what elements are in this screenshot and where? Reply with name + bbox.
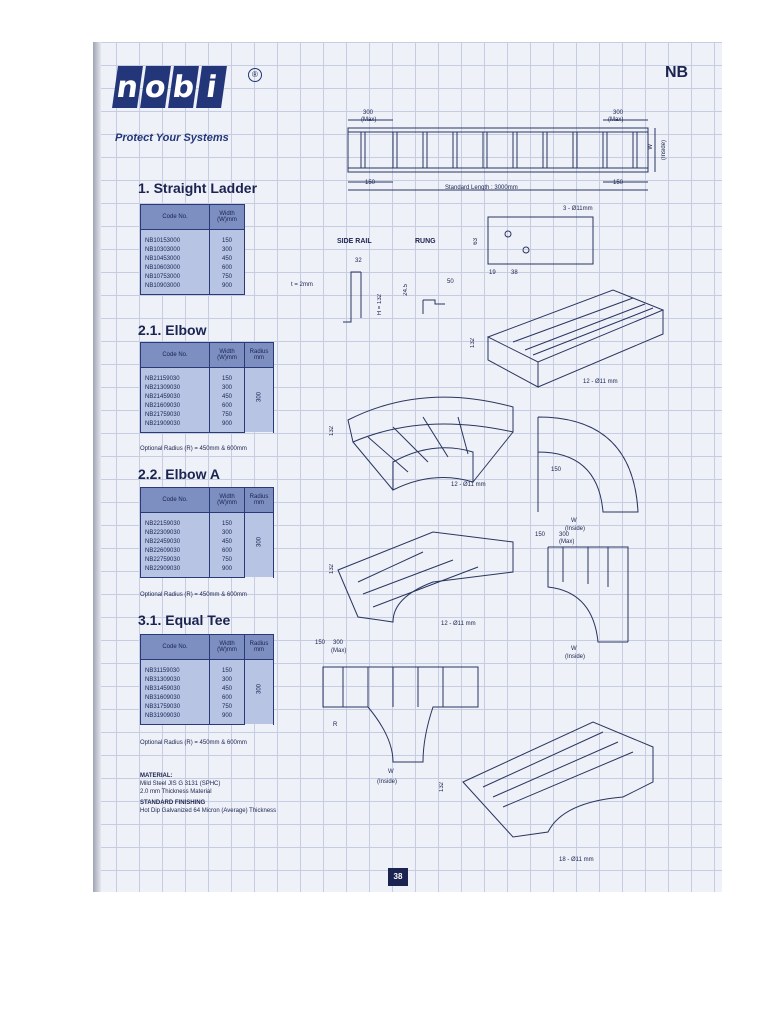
finish-heading: STANDARD FINISHING [140, 800, 206, 806]
dim-label: 150 [365, 180, 376, 186]
dim-label: (Max) [608, 117, 624, 123]
dim-label: 132 [439, 782, 445, 793]
finish-line: Hot Dip Galvanized 64 Micron (Average) Thickness [140, 808, 277, 814]
dim-label: 150 [535, 532, 546, 538]
hole-label: 18 - Ø11 mm [559, 857, 594, 863]
width-cell: 600 [210, 693, 245, 702]
dim-label: 19 [489, 270, 496, 276]
logo-letter: n [112, 66, 143, 108]
table-header: Radius mm [245, 488, 274, 513]
code-cell: NB10153000 [141, 230, 210, 246]
logo-letter: o [140, 66, 171, 108]
section-title-elbow: 2.1. Elbow [138, 322, 207, 338]
width-cell: 300 [210, 245, 245, 254]
width-cell: 600 [210, 263, 245, 272]
section-title-equal-tee: 3.1. Equal Tee [138, 612, 231, 628]
dim-label: (Inside) [565, 654, 586, 660]
table-header: Width (W)mm [210, 635, 245, 660]
dim-label: 300 [363, 110, 374, 116]
straight-ladder-isometric-drawing [488, 290, 663, 387]
width-cell: 900 [210, 281, 245, 295]
width-cell: 750 [210, 410, 245, 419]
width-cell: 150 [210, 660, 245, 676]
dim-label: W [648, 144, 654, 150]
code-cell: NB31309030 [141, 675, 210, 684]
width-cell: 300 [210, 528, 245, 537]
table-header: Code No. [141, 635, 210, 660]
dim-label: 150 [613, 180, 624, 186]
code-cell: NB10603000 [141, 263, 210, 272]
table-header: Code No. [141, 343, 210, 368]
radius-label: R [333, 722, 338, 728]
width-cell: 900 [210, 564, 245, 578]
dim-label: 300 [333, 640, 344, 646]
code-cell: NB22609030 [141, 546, 210, 555]
equal-tee-isometric-drawing [463, 722, 653, 837]
code-cell: NB22759030 [141, 555, 210, 564]
width-cell: 450 [210, 684, 245, 693]
width-cell: 150 [210, 513, 245, 529]
radius-cell: 300 [245, 513, 274, 578]
tagline: Protect Your Systems [115, 132, 229, 144]
dim-label: 132 [329, 564, 335, 575]
hole-label: 12 - Ø11 mm [583, 379, 618, 385]
width-cell: 150 [210, 368, 245, 384]
width-cell: 750 [210, 702, 245, 711]
code-cell: NB21759030 [141, 410, 210, 419]
radius-cell: 300 [245, 368, 274, 433]
rung-label: RUNG [415, 238, 436, 245]
width-cell: 450 [210, 254, 245, 263]
dim-label: 132 [470, 338, 476, 349]
dim-label: W [388, 769, 394, 775]
elbow-a-plan-drawing [548, 547, 628, 642]
code-cell: NB21459030 [141, 392, 210, 401]
dim-label: W [571, 646, 577, 652]
code-cell: NB31459030 [141, 684, 210, 693]
table-header: Radius mm [245, 635, 274, 660]
code-cell: NB21159030 [141, 368, 210, 384]
dim-label: 150 [315, 640, 326, 646]
dim-label: (Inside) [565, 526, 586, 532]
dim-label: 150 [551, 467, 562, 473]
dim-label: H = 132 [377, 294, 383, 316]
series-code: NB [665, 64, 689, 81]
elbow-isometric-drawing [348, 397, 513, 490]
page-number: 38 [388, 868, 408, 886]
width-cell: 300 [210, 675, 245, 684]
material-line: 2.0 mm Thickness Material [140, 789, 212, 795]
code-cell: NB31609030 [141, 693, 210, 702]
width-cell: 450 [210, 537, 245, 546]
hole-label: 3 - Ø11mm [563, 206, 593, 212]
straight-ladder-plan-drawing [348, 120, 655, 190]
code-cell: NB31159030 [141, 660, 210, 676]
width-cell: 750 [210, 272, 245, 281]
hole-label: 12 - Ø11 mm [451, 482, 486, 488]
technical-drawings [93, 42, 722, 892]
width-cell: 450 [210, 392, 245, 401]
section-title-straight-ladder: 1. Straight Ladder [138, 180, 258, 196]
table-header: Width (W)mm [210, 205, 245, 230]
standard-length-label: Standard Length : 3000mm [445, 185, 518, 191]
logo-letter: b [168, 66, 199, 108]
radius-cell: 300 [245, 660, 274, 725]
dim-label: W [571, 518, 577, 524]
dim-label: 38 [511, 270, 518, 276]
logo-letter: i [196, 66, 227, 108]
dim-label: (Max) [331, 648, 347, 654]
equal-tee-plan-drawing [323, 667, 478, 762]
table-header: Width (W)mm [210, 488, 245, 513]
dim-label: (Max) [361, 117, 377, 123]
width-cell: 900 [210, 711, 245, 725]
optional-radius-note: Optional Radius (R) = 450mm & 600mm [140, 592, 247, 598]
table-header: Width (W)mm [210, 343, 245, 368]
width-cell: 600 [210, 546, 245, 555]
optional-radius-note: Optional Radius (R) = 450mm & 600mm [140, 740, 247, 746]
thickness-label: t = 2mm [291, 282, 313, 288]
width-cell: 750 [210, 555, 245, 564]
dim-label: 24.5 [403, 284, 409, 296]
code-cell: NB21609030 [141, 401, 210, 410]
dim-label: 300 [559, 532, 570, 538]
dim-label: (Max) [559, 539, 575, 545]
dim-label: (Inside) [377, 779, 398, 785]
dim-label: (Inside) [661, 140, 667, 161]
width-cell: 900 [210, 419, 245, 433]
elbow-plan-drawing [538, 417, 638, 512]
width-cell: 600 [210, 401, 245, 410]
code-cell: NB21309030 [141, 383, 210, 392]
code-cell: NB31759030 [141, 702, 210, 711]
dim-label: 63 [473, 238, 479, 245]
width-cell: 150 [210, 230, 245, 246]
code-cell: NB10303000 [141, 245, 210, 254]
material-heading: MATERIAL: [140, 773, 173, 779]
table-header: Code No. [141, 488, 210, 513]
code-cell: NB31909030 [141, 711, 210, 725]
code-cell: NB21909030 [141, 419, 210, 433]
registered-mark: ® [248, 68, 262, 82]
table-header: Code No. [141, 205, 210, 230]
dim-label: 300 [613, 110, 624, 116]
table-header: Radius mm [245, 343, 274, 368]
code-cell: NB10753000 [141, 272, 210, 281]
dim-label: 132 [329, 426, 335, 437]
material-line: Mild Steel JIS G 3131 (SPHC) [140, 781, 221, 787]
code-cell: NB10453000 [141, 254, 210, 263]
dim-label: 50 [447, 279, 454, 285]
section-title-elbow-a: 2.2. Elbow A [138, 466, 220, 482]
code-cell: NB22459030 [141, 537, 210, 546]
hole-label: 12 - Ø11 mm [441, 621, 476, 627]
code-cell: NB22309030 [141, 528, 210, 537]
catalog-page [93, 42, 722, 892]
side-rail-label: SIDE RAIL [337, 238, 372, 245]
optional-radius-note: Optional Radius (R) = 450mm & 600mm [140, 446, 247, 452]
code-cell: NB10903000 [141, 281, 210, 295]
width-cell: 300 [210, 383, 245, 392]
code-cell: NB22909030 [141, 564, 210, 578]
dim-label: 32 [355, 258, 362, 264]
code-cell: NB22159030 [141, 513, 210, 529]
elbow-a-isometric-drawing [338, 532, 513, 622]
